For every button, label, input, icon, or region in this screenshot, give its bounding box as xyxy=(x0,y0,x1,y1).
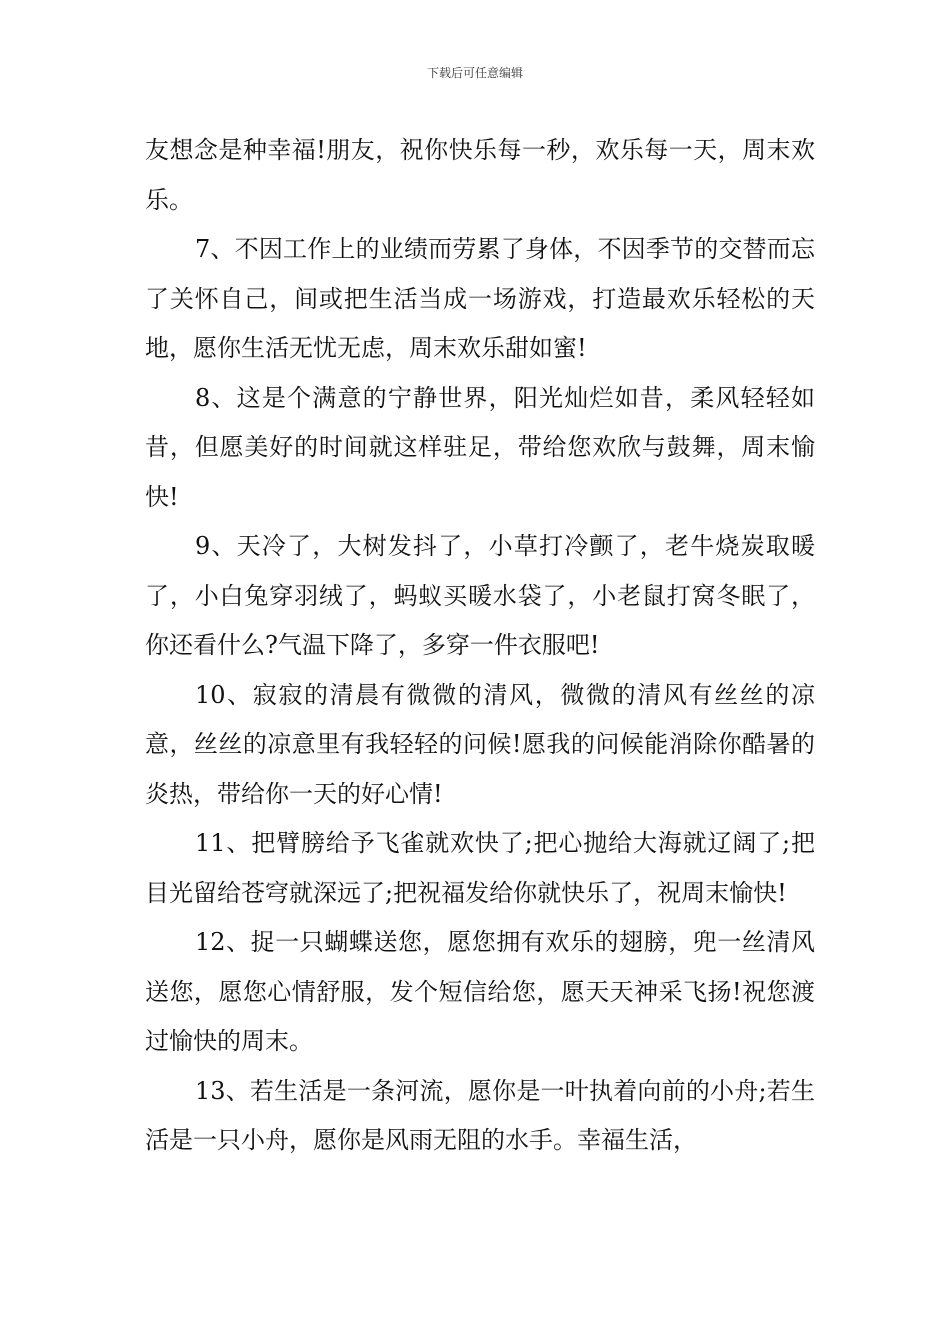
paragraph-item-8: 8、这是个满意的宁静世界，阳光灿烂如昔，柔风轻轻如昔，但愿美好的时间就这样驻足，带给您欢欣与鼓舞，周末愉快! xyxy=(145,383,815,511)
paragraph-continuation: 友想念是种幸福!朋友，祝你快乐每一秒，欢乐每一天，周末欢乐。 xyxy=(145,136,815,214)
paragraph-item-13: 13、若生活是一条河流，愿你是一叶执着向前的小舟;若生活是一只小舟，愿你是风雨无阻的水手。幸福生活， xyxy=(145,1076,815,1154)
paragraph-item-7: 7、不因工作上的业绩而劳累了身体，不因季节的交替而忘了关怀自己，间或把生活当成一场游戏，打造最欢乐轻松的天地，愿你生活无忧无虑，周末欢乐甜如蜜! xyxy=(145,235,815,362)
paragraph-item-9: 9、天冷了，大树发抖了，小草打冷颤了，老牛烧炭取暖了，小白兔穿羽绒了，蚂蚁买暖水袋了，小老鼠打窝冬眠了，你还看什么?气温下降了，多穿一件衣服吧! xyxy=(145,532,815,659)
paragraph-item-12: 12、捉一只蝴蝶送您，愿您拥有欢乐的翅膀，兜一丝清风送您，愿您心情舒服，发个短信给您，愿天天神采飞扬!祝您渡过愉快的周末。 xyxy=(145,928,815,1055)
document-body xyxy=(145,126,815,1166)
paragraph-item-10: 10、寂寂的清晨有微微的清风，微微的清风有丝丝的凉意，丝丝的凉意里有我轻轻的问候!愿我的问候能消除你酷暑的炎热，带给你一天的好心情! xyxy=(145,680,815,808)
paragraph-item-11: 11、把臂膀给予飞雀就欢快了;把心抛给大海就辽阔了;把目光留给苍穹就深远了;把祝福发给你就快乐了，祝周末愉快! xyxy=(145,829,815,907)
page-header: 下载后可任意编辑 xyxy=(426,66,523,80)
